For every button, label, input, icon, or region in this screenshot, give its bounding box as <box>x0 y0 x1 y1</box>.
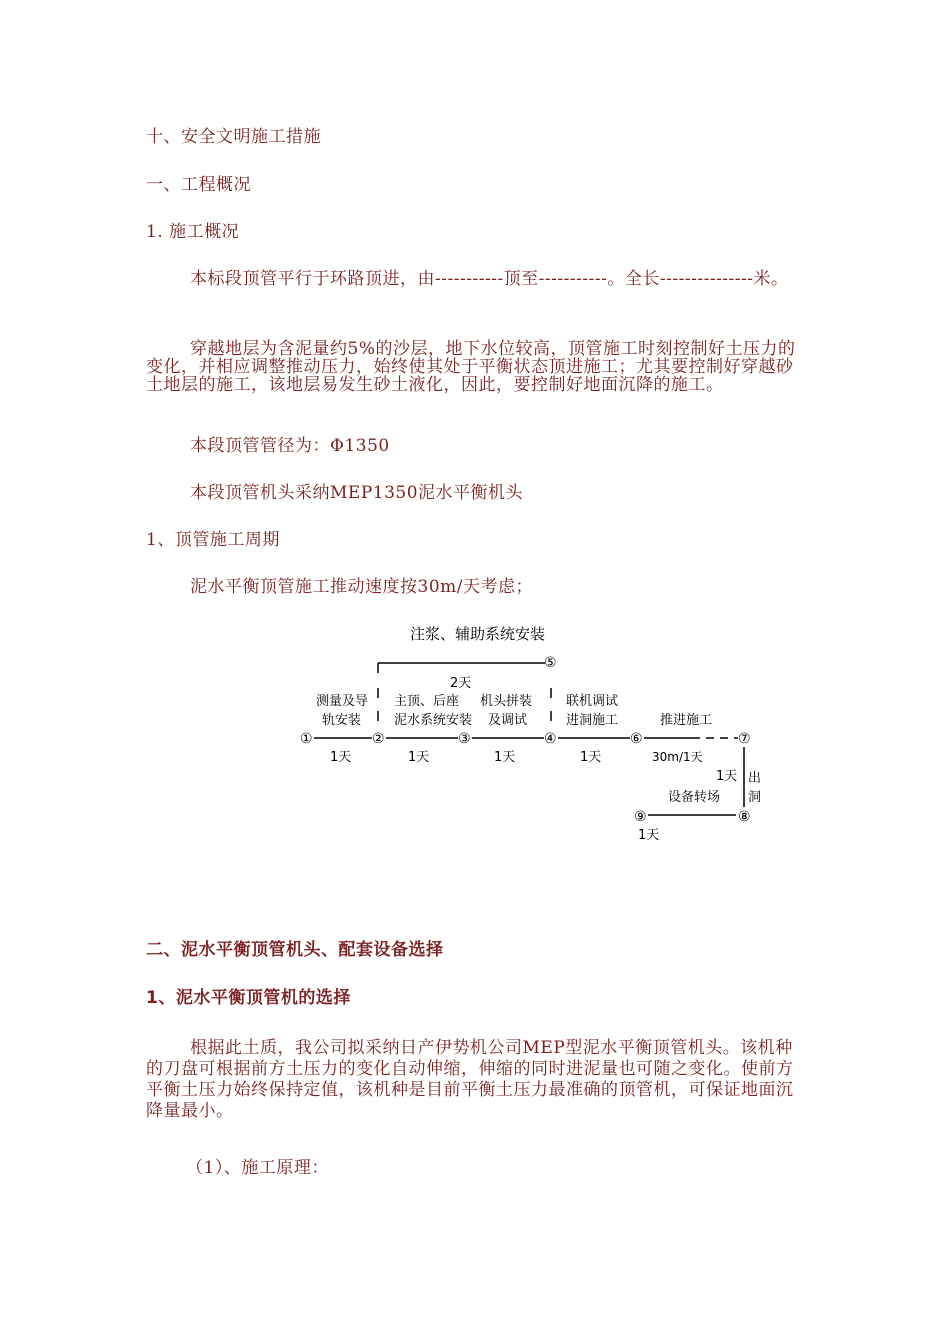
task-survey-line1: 测量及导 <box>316 694 369 709</box>
duration-3-4: 1天 <box>494 750 516 765</box>
heading-machine-selection: 1、泥水平衡顶管机的选择 <box>146 988 351 1008</box>
duration-1-2: 1天 <box>330 750 352 765</box>
heading-construction-cycle: 1、顶管施工周期 <box>146 530 280 550</box>
task-assembly-line2: 及调试 <box>488 713 528 728</box>
node-1: ① <box>300 731 313 747</box>
heading-safety-measures: 十、安全文明施工措施 <box>146 127 321 147</box>
task-pushing: 推进施工 <box>660 713 713 728</box>
heading-section-two: 二、泥水平衡顶管机头、配套设备选择 <box>146 940 444 960</box>
node-3: ③ <box>458 731 471 747</box>
task-commissioning-line2: 进洞施工 <box>566 713 619 728</box>
task-relocation: 设备转场 <box>668 790 721 805</box>
paragraph-section-length: 本标段顶管平行于环路顶进，由-----------顶至-----------。全长---------------米。 <box>190 269 789 289</box>
node-8: ⑧ <box>738 809 751 825</box>
task-commissioning-line1: 联机调试 <box>566 694 619 709</box>
paragraph-stratum: 穿越地层为含泥量约5%的沙层，地下水位较高，顶管施工时刻控制好土压力的变化，并相应调整推动压力，始终使其处于平衡状态顶进施工；尤其要控制好穿越砂土地层的施工，该地层易发生砂土液化，因此，要控制好地面沉降的施工。 <box>146 339 796 395</box>
heading-construction-overview: 1. 施工概况 <box>146 222 240 242</box>
paragraph-machine-choice: 根据此土质，我公司拟采纳日产伊势机公司MEP型泥水平衡顶管机头。该机种的刀盘可根据前方土压力的变化自动伸缩，伸缩的同时进泥量也可随之变化。使前方平衡土压力始终保持定值，该机种是目前平衡土压力最准确的顶管机，可保证地面沉降量最小。 <box>146 1038 794 1121</box>
task-jacking-line2: 泥水系统安装 <box>394 713 473 728</box>
heading-construction-principle: （1）、施工原理： <box>186 1158 329 1178</box>
task-exit-char2: 洞 <box>748 790 762 805</box>
paragraph-machine-head: 本段顶管机头采纳MEP1350泥水平衡机头 <box>190 483 524 503</box>
node-2: ② <box>372 731 385 747</box>
node-4: ④ <box>544 731 557 747</box>
diagram-title: 注浆、辅助系统安装 <box>410 625 546 643</box>
duration-2-3: 1天 <box>408 750 430 765</box>
task-jacking-line1: 主顶、后座 <box>394 694 460 709</box>
duration-4-6: 1天 <box>580 750 602 765</box>
duration-8-9: 1天 <box>638 828 660 843</box>
node-9: ⑨ <box>634 809 647 825</box>
task-assembly-line1: 机头拼装 <box>480 694 533 709</box>
task-survey-line2: 轨安装 <box>322 713 362 728</box>
duration-7-8: 1天 <box>716 769 738 784</box>
heading-project-overview: 一、工程概况 <box>146 175 251 195</box>
node-6: ⑥ <box>630 731 643 747</box>
construction-network-diagram <box>290 615 790 845</box>
duration-2-5: 2天 <box>450 676 472 691</box>
paragraph-push-speed: 泥水平衡顶管施工推动速度按30m/天考虑； <box>190 577 533 597</box>
duration-6-7: 30m/1天 <box>652 750 703 764</box>
paragraph-pipe-diameter: 本段顶管管径为：Φ1350 <box>190 436 390 456</box>
task-exit-char1: 出 <box>748 771 762 786</box>
node-7: ⑦ <box>738 731 751 747</box>
node-5: ⑤ <box>544 655 557 671</box>
